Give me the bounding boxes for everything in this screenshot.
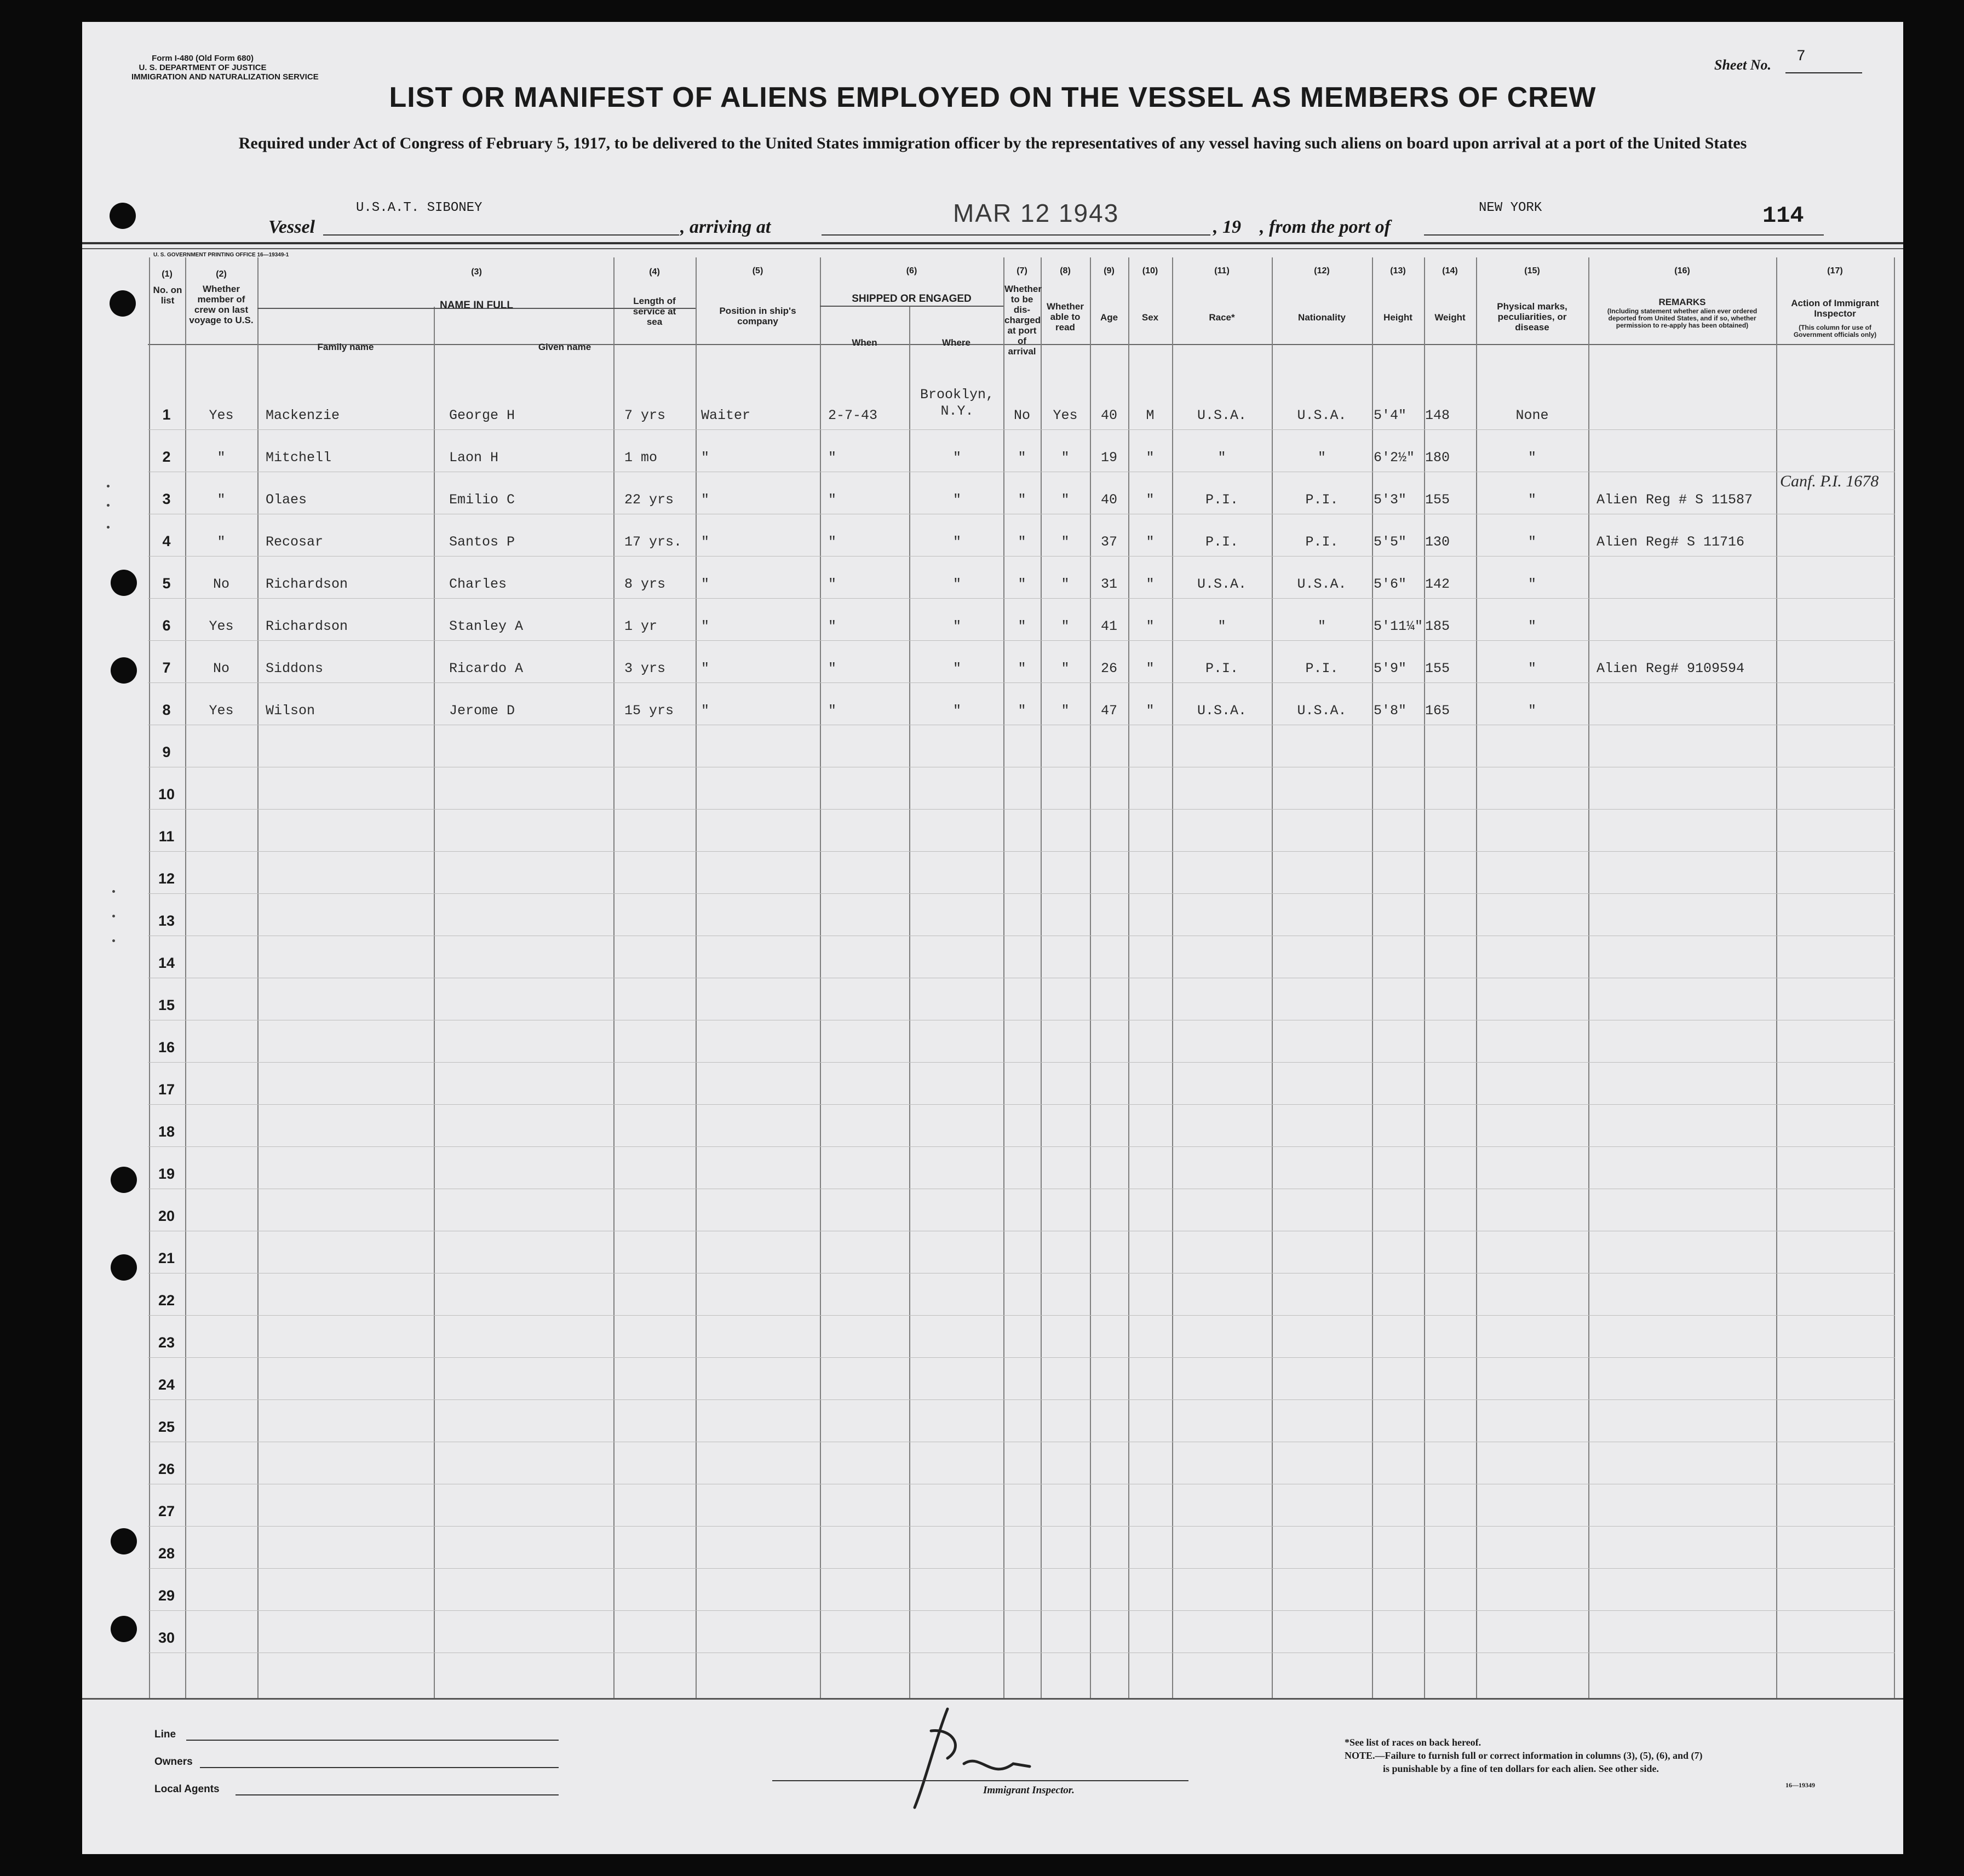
cell-crew: No: [213, 661, 229, 676]
row-rule: [148, 809, 1895, 810]
header-rule: [82, 248, 1903, 249]
cell-where: Brooklyn, N.Y.: [920, 387, 995, 419]
printing-office: U. S. GOVERNMENT PRINTING OFFICE 16—19349-1: [153, 252, 289, 258]
row-number: 8: [162, 702, 171, 718]
header-able-to-read: Whether able to read: [1047, 301, 1084, 332]
col-number: (17): [1827, 266, 1843, 276]
cell-service: 8 yrs: [624, 576, 666, 592]
binder-hole: [111, 1254, 137, 1281]
cell-race: U.S.A.: [1197, 576, 1247, 592]
cell-weight: 165: [1425, 703, 1450, 719]
cell-service: 15 yrs: [624, 703, 674, 719]
col-number: (7): [1017, 266, 1027, 276]
cell-nationality: ": [1317, 450, 1326, 466]
row-number: 4: [162, 533, 171, 549]
row-number: 20: [158, 1208, 175, 1224]
cell-given: George H: [449, 408, 515, 423]
cell-remarks: Alien Reg # S 11587: [1597, 492, 1753, 508]
cell-discharged: ": [1018, 703, 1026, 719]
cell-service: 17 yrs.: [624, 534, 682, 550]
cell-age: 47: [1100, 703, 1117, 719]
row-number: 23: [158, 1334, 175, 1351]
cell-sex: M: [1146, 408, 1155, 423]
header-rule: [82, 242, 1903, 244]
col-number: (4): [649, 267, 660, 277]
cell-marks: ": [1527, 661, 1536, 676]
cell-nationality: U.S.A.: [1297, 703, 1347, 719]
row-number: 7: [162, 659, 171, 676]
cell-marks: ": [1527, 618, 1536, 634]
cell-position: ": [701, 661, 710, 676]
cell-where: ": [952, 450, 961, 466]
row-number: 5: [162, 575, 171, 592]
cell-family: Siddons: [266, 661, 324, 676]
ink-dot: [112, 890, 115, 893]
vessel-underline: [323, 234, 679, 236]
row-rule: [148, 1146, 1895, 1147]
binder-hole: [110, 203, 136, 229]
cell-race: ": [1218, 618, 1226, 634]
cell-crew: ": [217, 450, 226, 466]
row-number: 3: [162, 491, 171, 507]
cell-read: ": [1061, 661, 1070, 676]
cell-age: 19: [1100, 450, 1117, 466]
vessel-name: U.S.A.T. SIBONEY: [356, 200, 483, 215]
cell-discharged: ": [1018, 576, 1026, 592]
binder-hole: [111, 570, 137, 596]
cell-read: ": [1061, 492, 1070, 508]
cell-given: Jerome D: [449, 703, 515, 719]
sheet-underline: [1785, 72, 1862, 73]
binder-hole: [111, 1616, 137, 1642]
cell-discharged: ": [1018, 618, 1026, 634]
row-number: 28: [158, 1545, 175, 1562]
cell-height: 5'4": [1374, 408, 1407, 423]
header-sex: Sex: [1141, 312, 1159, 323]
form-identifier: [131, 54, 319, 82]
header-height: Height: [1383, 312, 1412, 323]
cell-where: ": [952, 661, 961, 676]
arrival-date-stamp: MAR 12 1943: [953, 199, 1119, 227]
col-number: (5): [752, 266, 763, 276]
port-name: NEW YORK: [1479, 200, 1542, 215]
row-rule: [148, 1568, 1895, 1569]
cell-weight: 180: [1425, 450, 1450, 466]
cell-when: ": [828, 576, 837, 592]
cell-position: ": [701, 450, 710, 466]
row-number: 24: [158, 1376, 175, 1393]
col-number: (11): [1214, 266, 1230, 276]
header-inspector-note: (This column for use of Government officials only): [1793, 324, 1877, 339]
cell-service: 3 yrs: [624, 661, 666, 676]
cell-weight: 130: [1425, 534, 1450, 550]
cell-nationality: ": [1317, 618, 1326, 634]
cell-service: 1 yr: [624, 618, 658, 634]
col-number: (6): [906, 266, 917, 276]
row-rule: [148, 893, 1895, 894]
col-number: (13): [1390, 266, 1406, 276]
cell-when: ": [828, 618, 837, 634]
line-underline: [186, 1740, 559, 1741]
agents-underline: [236, 1794, 559, 1795]
inspector-label: Immigrant Inspector.: [983, 1785, 1075, 1796]
sheet-label: Sheet No.: [1714, 57, 1771, 73]
col-number: (3): [471, 267, 482, 277]
cell-nationality: U.S.A.: [1297, 408, 1347, 423]
shipped-subheader-rule: [820, 306, 1003, 307]
row-number: 18: [158, 1123, 175, 1140]
owners-label: Owners: [154, 1756, 193, 1768]
cell-sex: ": [1146, 450, 1155, 466]
owners-underline: [200, 1767, 559, 1768]
cell-where: ": [952, 703, 961, 719]
cell-service: 1 mo: [624, 450, 658, 466]
page-subtitle: Required under Act of Congress of February 5, 1917, to be delivered to the United States immigration officer by the representatives of any vessel having such aliens on board upon arrival at a port of the United States: [238, 134, 1747, 152]
cell-age: 37: [1100, 534, 1117, 550]
cell-weight: 155: [1425, 492, 1450, 508]
arriving-label: , arriving at: [680, 217, 771, 237]
cell-height: 5'5": [1374, 534, 1407, 550]
cell-weight: 185: [1425, 618, 1450, 634]
header-discharged: Whether to be dis-charged at port of arrival: [1004, 284, 1042, 357]
cell-sex: ": [1146, 576, 1155, 592]
cell-age: 41: [1100, 618, 1117, 634]
header-length-of-service: Length of service at sea: [633, 296, 676, 327]
row-rule: [148, 1610, 1895, 1611]
cell-given: Laon H: [449, 450, 499, 466]
header-position: Position in ship's company: [719, 306, 796, 326]
row-number: 21: [158, 1250, 175, 1266]
cell-where: ": [952, 576, 961, 592]
row-rule: [148, 1357, 1895, 1358]
cell-position: ": [701, 576, 710, 592]
col-number: (12): [1314, 266, 1330, 276]
ink-dot: [107, 504, 110, 507]
row-number: 10: [158, 786, 175, 802]
vessel-label: Vessel: [268, 217, 315, 237]
cell-given: Ricardo A: [449, 661, 524, 676]
year-label: , 19: [1213, 217, 1241, 237]
row-number: 29: [158, 1587, 175, 1604]
header-when: When: [852, 337, 877, 348]
cell-given: Charles: [449, 576, 507, 592]
row-number: 2: [162, 449, 171, 465]
cell-discharged: ": [1018, 492, 1026, 508]
cell-family: Olaes: [266, 492, 307, 508]
row-number: 19: [158, 1166, 175, 1182]
cell-crew: No: [213, 576, 229, 592]
cell-family: Mitchell: [266, 450, 332, 466]
cell-marks: None: [1515, 408, 1549, 423]
cell-where: ": [952, 534, 961, 550]
cell-weight: 148: [1425, 408, 1450, 423]
row-rule: [148, 640, 1895, 641]
cell-when: ": [828, 534, 837, 550]
row-rule: [148, 598, 1895, 599]
cell-position: Waiter: [701, 408, 751, 423]
header-shipped-or-engaged: SHIPPED OR ENGAGED: [852, 293, 972, 305]
cell-marks: ": [1527, 450, 1536, 466]
cell-age: 26: [1100, 661, 1117, 676]
cell-action: Canf. P.I. 1678: [1780, 472, 1879, 490]
row-number: 14: [158, 955, 175, 971]
cell-given: Santos P: [449, 534, 515, 550]
row-rule: [148, 851, 1895, 852]
penalty-note: NOTE.—Failure to furnish full or correct information in columns (3), (5), (6), and (7): [1345, 1750, 1703, 1761]
cell-sex: ": [1146, 618, 1155, 634]
binder-hole: [110, 290, 136, 317]
column-line: [434, 307, 435, 1698]
manifest-number: 114: [1762, 203, 1804, 229]
cell-discharged: ": [1018, 661, 1026, 676]
row-number: 17: [158, 1081, 175, 1098]
cell-nationality: P.I.: [1305, 492, 1339, 508]
header-remarks-note: (Including statement whether alien ever ordered deported from United States, and if so, whether permission to re-apply has been obtained): [1607, 307, 1758, 329]
cell-age: 31: [1100, 576, 1117, 592]
row-rule: [148, 556, 1895, 557]
cell-race: P.I.: [1205, 492, 1238, 508]
col-number: (1): [162, 269, 173, 279]
port-label: , from the port of: [1260, 217, 1391, 237]
row-rule: [148, 682, 1895, 683]
cell-nationality: U.S.A.: [1297, 576, 1347, 592]
cell-where: ": [952, 492, 961, 508]
cell-family: Recosar: [266, 534, 324, 550]
cell-remarks: Alien Reg# 9109594: [1597, 661, 1745, 676]
header-family-name: Family name: [317, 342, 374, 352]
cell-given: Emilio C: [449, 492, 515, 508]
cell-race: U.S.A.: [1197, 703, 1247, 719]
cell-marks: ": [1527, 534, 1536, 550]
cell-sex: ": [1146, 661, 1155, 676]
header-no-on-list: No. on list: [153, 285, 182, 306]
local-agents-label: Local Agents: [154, 1783, 220, 1795]
cell-sex: ": [1146, 492, 1155, 508]
row-number: 13: [158, 913, 175, 929]
cell-when: ": [828, 703, 837, 719]
cell-read: ": [1061, 703, 1070, 719]
header-given-name: Given name: [538, 342, 592, 352]
binder-hole: [111, 1528, 137, 1554]
cell-when: 2-7-43: [828, 408, 878, 423]
row-number: 22: [158, 1292, 175, 1309]
date-underline: [953, 234, 1210, 236]
row-number: 30: [158, 1630, 175, 1646]
cell-read: Yes: [1053, 408, 1078, 423]
cell-when: ": [828, 492, 837, 508]
row-rule: [148, 1526, 1895, 1527]
cell-nationality: P.I.: [1305, 661, 1339, 676]
col-number: (10): [1142, 266, 1158, 276]
sheet-number: 7: [1796, 48, 1806, 65]
col-number: (2): [216, 269, 227, 279]
cell-discharged: No: [1013, 408, 1030, 423]
cell-crew: Yes: [209, 618, 234, 634]
cell-service: 7 yrs: [624, 408, 666, 423]
cell-nationality: P.I.: [1305, 534, 1339, 550]
cell-where: ": [952, 618, 961, 634]
cell-marks: ": [1527, 703, 1536, 719]
cell-family: Richardson: [266, 576, 348, 592]
cell-race: ": [1218, 450, 1226, 466]
cell-height: 5'9": [1374, 661, 1407, 676]
cell-height: 6'2½": [1374, 450, 1415, 466]
cell-crew: ": [217, 492, 226, 508]
cell-when: ": [828, 661, 837, 676]
row-rule: [148, 1104, 1895, 1105]
row-number: 15: [158, 997, 175, 1013]
cell-race: U.S.A.: [1197, 408, 1247, 423]
col-number: (14): [1442, 266, 1458, 276]
row-rule: [148, 1315, 1895, 1316]
row-number: 25: [158, 1419, 175, 1435]
cell-read: ": [1061, 576, 1070, 592]
row-rule: [148, 1062, 1895, 1063]
cell-read: ": [1061, 450, 1070, 466]
header-crew-last-voyage: Whether member of crew on last voyage to U.S.: [189, 284, 254, 325]
cell-crew: ": [217, 534, 226, 550]
cell-when: ": [828, 450, 837, 466]
col-number: (16): [1674, 266, 1690, 276]
row-number: 1: [162, 406, 171, 423]
cell-read: ": [1061, 534, 1070, 550]
header-race: Race*: [1209, 312, 1235, 323]
row-rule: [148, 1399, 1895, 1400]
cell-position: ": [701, 534, 710, 550]
cell-race: P.I.: [1205, 661, 1238, 676]
cell-discharged: ": [1018, 534, 1026, 550]
cell-height: 5'6": [1374, 576, 1407, 592]
manifest-sheet: [82, 22, 1903, 1854]
header-name-in-full: NAME IN FULL: [439, 300, 514, 311]
cell-remarks: Alien Reg# S 11716: [1597, 534, 1745, 550]
binder-hole: [111, 657, 137, 684]
page-title: LIST OR MANIFEST OF ALIENS EMPLOYED ON THE VESSEL AS MEMBERS OF CREW: [389, 82, 1597, 113]
department-name: U. S. DEPARTMENT OF JUSTICE: [139, 63, 267, 72]
cell-crew: Yes: [209, 408, 234, 423]
header-where: Where: [942, 337, 970, 348]
row-number: 27: [158, 1503, 175, 1519]
form-number: Form I-480 (Old Form 680): [152, 54, 254, 63]
cell-weight: 155: [1425, 661, 1450, 676]
ink-dot: [112, 939, 115, 942]
header-nationality: Nationality: [1298, 312, 1346, 323]
row-number: 9: [162, 744, 171, 760]
row-number: 11: [158, 828, 175, 845]
cell-family: Mackenzie: [266, 408, 340, 423]
service-name: IMMIGRATION AND NATURALIZATION SERVICE: [131, 72, 319, 82]
ink-dot: [107, 485, 110, 487]
row-number: 16: [158, 1039, 175, 1055]
cell-height: 5'11¼": [1374, 618, 1423, 634]
binder-hole: [111, 1167, 137, 1193]
col-number: (8): [1060, 266, 1071, 276]
cell-given: Stanley A: [449, 618, 524, 634]
cell-position: ": [701, 618, 710, 634]
inspector-underline: [772, 1780, 1188, 1781]
cell-position: ": [701, 492, 710, 508]
ink-dot: [107, 526, 110, 529]
cell-age: 40: [1100, 492, 1117, 508]
cell-discharged: ": [1018, 450, 1026, 466]
cell-sex: ": [1146, 534, 1155, 550]
cell-age: 40: [1100, 408, 1117, 423]
header-inspector-action: Action of Immigrant Inspector: [1791, 298, 1879, 319]
cell-race: P.I.: [1205, 534, 1238, 550]
cell-position: ": [701, 703, 710, 719]
cell-sex: ": [1146, 703, 1155, 719]
cell-weight: 142: [1425, 576, 1450, 592]
ink-dot: [112, 915, 115, 917]
port-underline: [1424, 234, 1824, 236]
penalty-note-cont: is punishable by a fine of ten dollars for each alien. See other side.: [1383, 1763, 1659, 1774]
row-number: 12: [158, 870, 175, 887]
header-weight: Weight: [1434, 312, 1466, 323]
row-number: 26: [158, 1461, 175, 1477]
cell-read: ": [1061, 618, 1070, 634]
cell-marks: ": [1527, 492, 1536, 508]
line-label: Line: [154, 1729, 176, 1740]
column-line: [909, 307, 910, 1698]
col-number: (9): [1104, 266, 1115, 276]
header-age: Age: [1100, 312, 1118, 323]
cell-marks: ": [1527, 576, 1536, 592]
cell-family: Wilson: [266, 703, 315, 719]
cell-height: 5'3": [1374, 492, 1407, 508]
form-code: 16—19349: [1785, 1781, 1815, 1789]
cell-crew: Yes: [209, 703, 234, 719]
inspector-signature: [882, 1698, 1046, 1818]
cell-height: 5'8": [1374, 703, 1407, 719]
cell-service: 22 yrs: [624, 492, 674, 508]
col-number: (15): [1524, 266, 1540, 276]
row-rule: [148, 429, 1895, 430]
header-remarks: REMARKS: [1658, 297, 1706, 307]
cell-family: Richardson: [266, 618, 348, 634]
header-physical-marks: Physical marks, peculiarities, or disease: [1497, 301, 1567, 332]
races-note: *See list of races on back hereof.: [1345, 1737, 1481, 1748]
row-number: 6: [162, 617, 171, 634]
